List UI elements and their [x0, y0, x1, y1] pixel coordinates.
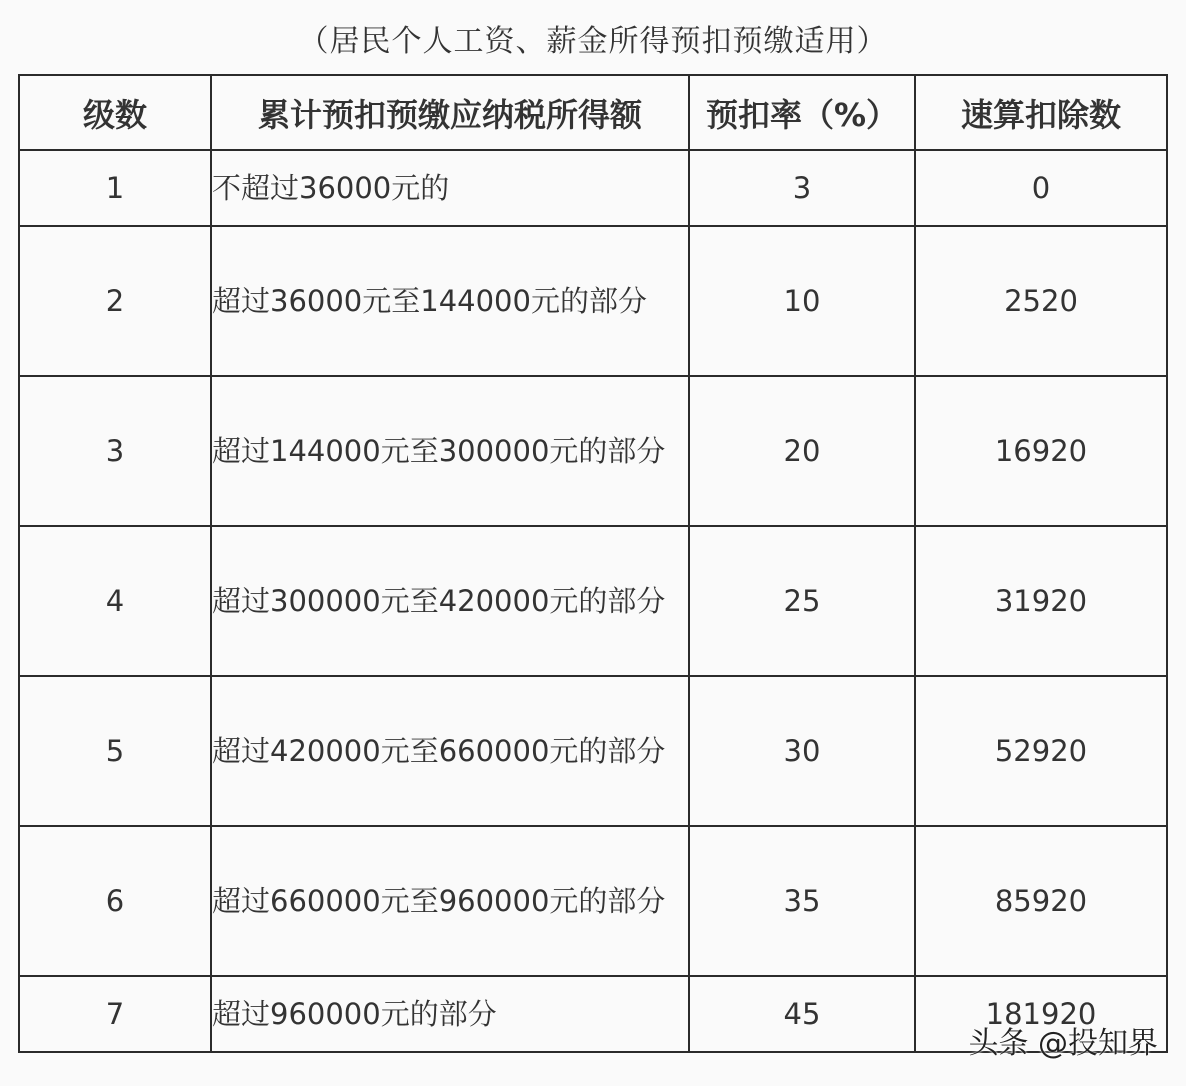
cell-income-range: 超过300000元至420000元的部分 [211, 526, 689, 676]
cell-level: 6 [19, 826, 211, 976]
cell-rate: 30 [689, 676, 915, 826]
cell-quick-deduction: 0 [915, 150, 1167, 226]
cell-rate: 3 [689, 150, 915, 226]
cell-rate: 10 [689, 226, 915, 376]
table-header-row [19, 75, 1167, 150]
table-caption: （居民个人工资、薪金所得预扣预缴适用） [298, 24, 888, 59]
cell-level: 1 [19, 150, 211, 226]
cell-income-range: 超过420000元至660000元的部分 [211, 676, 689, 826]
cell-level: 3 [19, 376, 211, 526]
table-row [19, 676, 1167, 826]
cell-rate: 45 [689, 976, 915, 1052]
cell-quick-deduction: 181920 [915, 976, 1167, 1052]
cell-level: 2 [19, 226, 211, 376]
cell-level: 4 [19, 526, 211, 676]
cell-rate: 25 [689, 526, 915, 676]
cell-income-range: 不超过36000元的 [211, 150, 689, 226]
table-row [19, 150, 1167, 226]
source-watermark: 头条 @投知界 [968, 1026, 1158, 1061]
table-row [19, 526, 1167, 676]
cell-quick-deduction: 2520 [915, 226, 1167, 376]
cell-quick-deduction: 52920 [915, 676, 1167, 826]
header-rate: 预扣率（%） [689, 75, 915, 150]
cell-level: 7 [19, 976, 211, 1052]
cell-income-range: 超过660000元至960000元的部分 [211, 826, 689, 976]
tax-rate-table [18, 74, 1168, 1053]
cell-income-range: 超过144000元至300000元的部分 [211, 376, 689, 526]
cell-income-range: 超过960000元的部分 [211, 976, 689, 1052]
cell-quick-deduction: 31920 [915, 526, 1167, 676]
header-quick-deduction: 速算扣除数 [915, 75, 1167, 150]
cell-rate: 20 [689, 376, 915, 526]
table-row [19, 826, 1167, 976]
cell-rate: 35 [689, 826, 915, 976]
table-row [19, 226, 1167, 376]
cell-income-range: 超过36000元至144000元的部分 [211, 226, 689, 376]
table-row [19, 376, 1167, 526]
cell-quick-deduction: 16920 [915, 376, 1167, 526]
cell-level: 5 [19, 676, 211, 826]
header-level: 级数 [19, 75, 211, 150]
header-income-range: 累计预扣预缴应纳税所得额 [211, 75, 689, 150]
cell-quick-deduction: 85920 [915, 826, 1167, 976]
